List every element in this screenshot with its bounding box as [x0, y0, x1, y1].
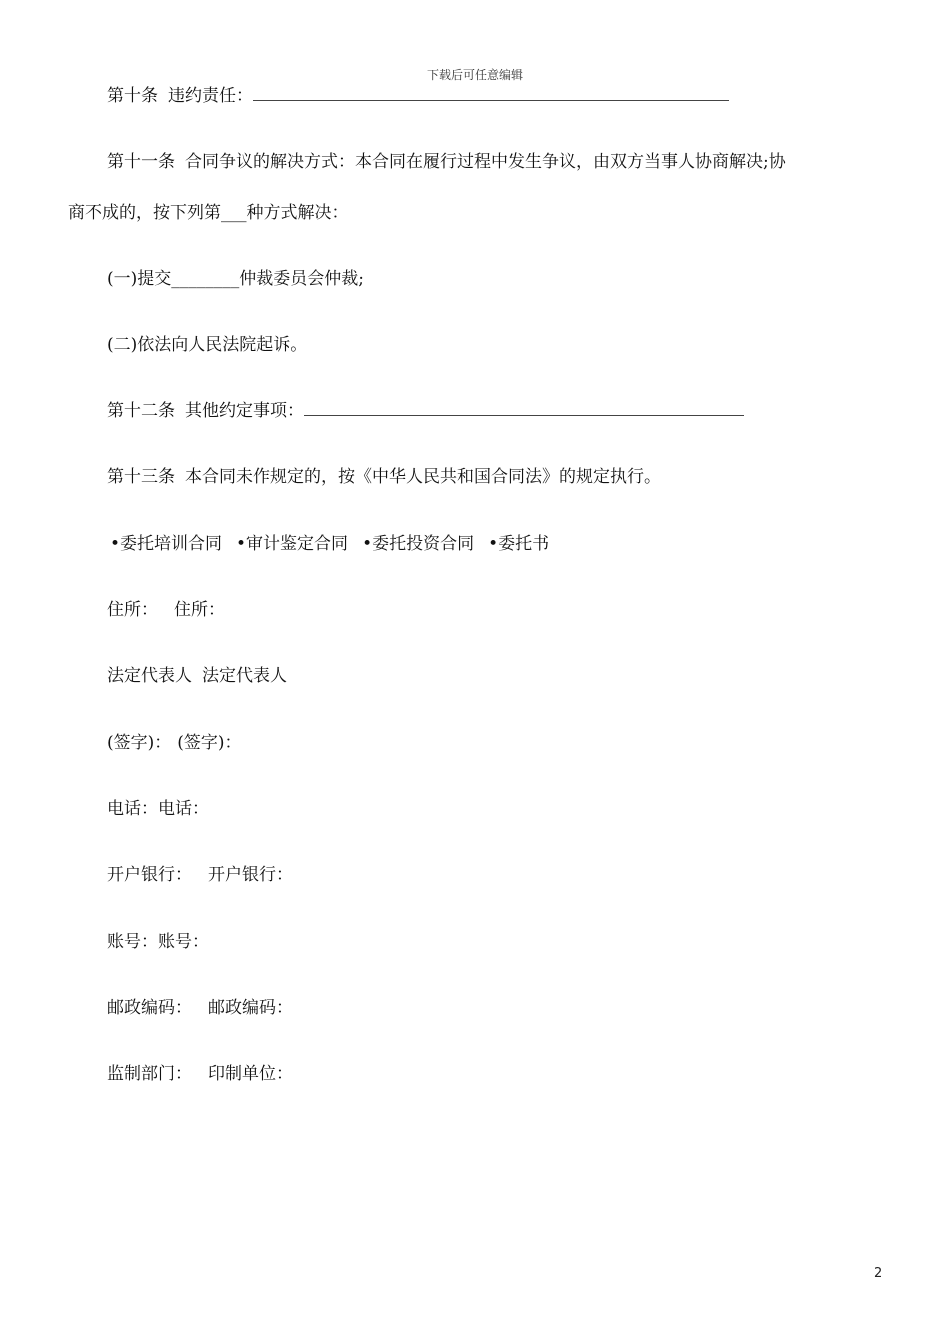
related-links [110, 533, 549, 555]
dept-label-a: 监制部门： [107, 1064, 192, 1084]
address-label-b: 住所： [174, 600, 225, 620]
account-label-b: 账号： [158, 932, 209, 952]
related-link-4[interactable]: •委托书 [488, 534, 550, 554]
article-12-text: 其他约定事项： [185, 401, 304, 421]
sign-label-a: (签字)： [107, 733, 172, 753]
article-13-text: 本合同未作规定的，按《中华人民共和国合同法》的规定执行。 [185, 467, 661, 487]
article-11-text3: 种方式解决： [246, 203, 349, 223]
article-11-text2: 商不成的，按下列第 [68, 203, 221, 223]
phone-label-a: 电话： [107, 799, 158, 819]
postcode-label-b: 邮政编码： [208, 998, 293, 1018]
article-10 [107, 85, 729, 107]
related-link-1[interactable]: •委托培训合同 [110, 534, 223, 554]
article-11-blank: ___ [221, 203, 247, 223]
field-sign [107, 732, 242, 754]
article-10-blank [253, 100, 729, 101]
field-rep [107, 665, 287, 687]
page-number: 2 [874, 1266, 883, 1281]
field-dept [107, 1063, 293, 1085]
field-address [107, 599, 225, 621]
article-11-text1: 合同争议的解决方式：本合同在履行过程中发生争议，由双方当事人协商解决;协 [185, 152, 786, 172]
rep-label-a: 法定代表人 [107, 666, 192, 686]
phone-label-b: 电话： [158, 799, 209, 819]
bank-label-a: 开户银行： [107, 865, 192, 885]
article-12-label: 第十二条 [107, 401, 175, 421]
page-header: 下载后可任意编辑 [426, 68, 523, 82]
article-10-label: 第十条 [107, 86, 158, 106]
sign-label-b: (签字)： [177, 733, 242, 753]
article-12 [107, 400, 744, 422]
postcode-label-a: 邮政编码： [107, 998, 192, 1018]
option-1-suffix: 仲裁委员会仲裁; [239, 269, 364, 289]
article-11-line2 [68, 202, 349, 224]
field-bank [107, 864, 293, 886]
address-label-a: 住所： [107, 600, 158, 620]
account-label-a: 账号： [107, 932, 158, 952]
article-10-text: 违约责任： [168, 86, 253, 106]
dept-label-b: 印制单位： [208, 1064, 293, 1084]
related-link-2[interactable]: •审计鉴定合同 [236, 534, 349, 554]
related-link-3[interactable]: •委托投资合同 [362, 534, 475, 554]
field-phone [107, 798, 209, 820]
rep-label-b: 法定代表人 [202, 666, 287, 686]
option-1-blank: ________ [171, 269, 240, 289]
option-1 [107, 268, 364, 290]
option-1-prefix: (一)提交 [107, 269, 172, 289]
field-account [107, 931, 209, 953]
option-2: (二)依法向人民法院起诉。 [107, 335, 308, 355]
field-postcode [107, 997, 293, 1019]
article-12-blank [304, 415, 744, 416]
article-13-label: 第十三条 [107, 467, 175, 487]
article-11-line1 [107, 151, 786, 173]
article-11-label: 第十一条 [107, 152, 175, 172]
bank-label-b: 开户银行： [208, 865, 293, 885]
article-13 [107, 466, 661, 488]
